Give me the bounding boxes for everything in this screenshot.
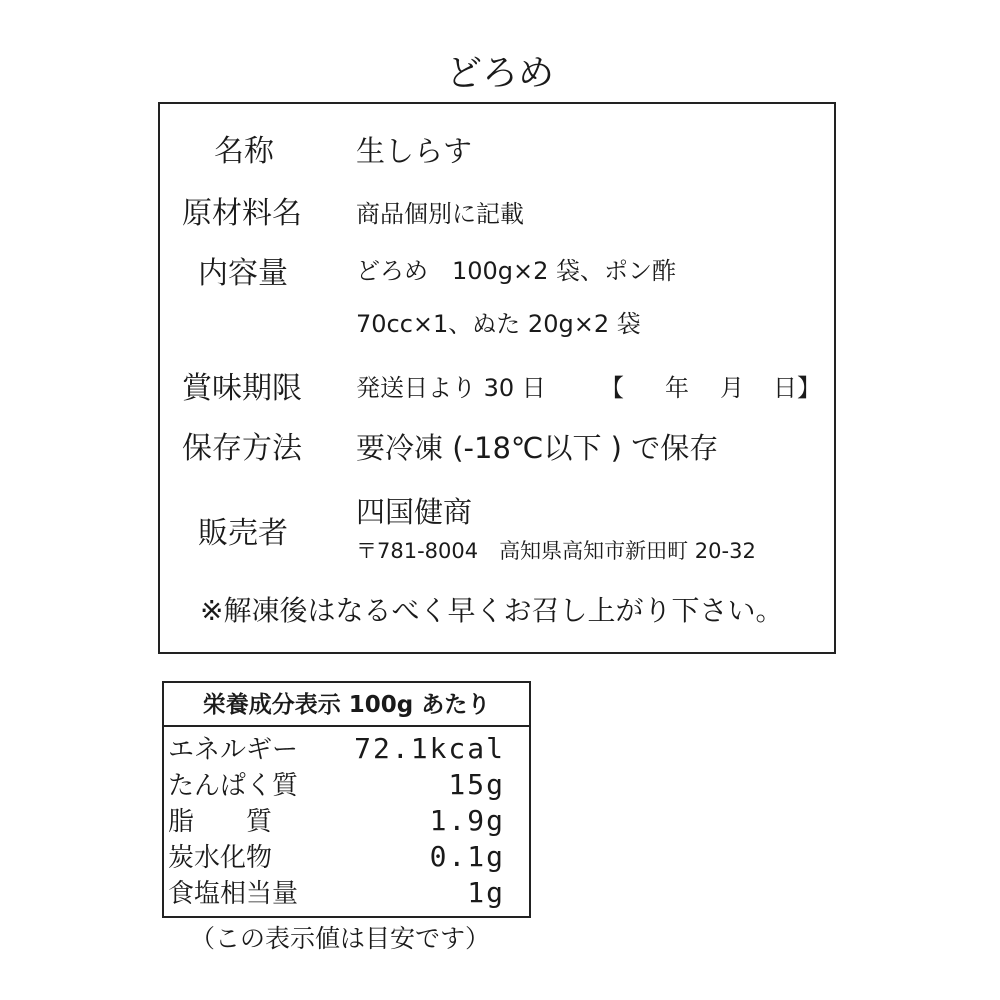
nutrition-footnote: （この表示値は目安です） (190, 924, 491, 953)
nutrition-row-value: 1.9g (429, 804, 505, 837)
storage-label: 保存方法 (182, 431, 302, 466)
nutrition-row-label: たんぱく質 (168, 771, 299, 801)
nutrition-row (164, 841, 529, 877)
ingredients-value: 商品個別に記載 (356, 200, 524, 228)
seller-label: 販売者 (198, 516, 288, 551)
expiry-bracket-close: 】 (797, 374, 821, 402)
nutrition-row (164, 733, 529, 769)
product-title: どろめ (445, 53, 554, 94)
nutrition-row-value: 0.1g (429, 840, 505, 873)
expiry-month: 月 (720, 374, 744, 402)
expiry-year: 年 (665, 374, 689, 402)
nutrition-row-value: 1g (467, 876, 505, 909)
storage-value: 要冷凍 (-18℃以下 ) で保存 (356, 431, 719, 465)
nutrition-row-label: 炭水化物 (168, 843, 273, 873)
seller-address: 〒781-8004 高知県高知市新田町 20-32 (356, 539, 756, 563)
nutrition-row (164, 877, 529, 913)
ingredients-label: 原材料名 (182, 196, 302, 231)
nutrition-header: 栄養成分表示 100g あたり (164, 683, 529, 727)
product-label-box (158, 102, 836, 654)
name-value: 生しらす (356, 134, 473, 168)
nutrition-facts-table (162, 681, 531, 918)
expiry-day: 日 (773, 374, 797, 402)
contents-line-2: 70cc×1、ぬた 20g×2 袋 (356, 310, 641, 338)
name-label: 名称 (214, 134, 274, 169)
contents-label: 内容量 (198, 256, 288, 291)
seller-name: 四国健商 (356, 495, 473, 529)
nutrition-row-label: エネルギー (168, 735, 299, 765)
expiry-bracket-open: 【 (600, 374, 624, 402)
nutrition-row-value: 15g (448, 768, 505, 801)
thaw-note: ※解凍後はなるべく早くお召し上がり下さい。 (200, 594, 784, 627)
expiry-label: 賞味期限 (182, 371, 302, 406)
nutrition-row (164, 805, 529, 841)
nutrition-row-value: 72.1kcal (354, 732, 505, 765)
nutrition-row-label: 食塩相当量 (168, 879, 299, 909)
nutrition-row-label: 脂 質 (168, 807, 273, 837)
nutrition-row (164, 769, 529, 805)
contents-line-1: どろめ 100g×2 袋、ポン酢 (356, 257, 677, 285)
expiry-value: 発送日より 30 日 (356, 374, 546, 402)
